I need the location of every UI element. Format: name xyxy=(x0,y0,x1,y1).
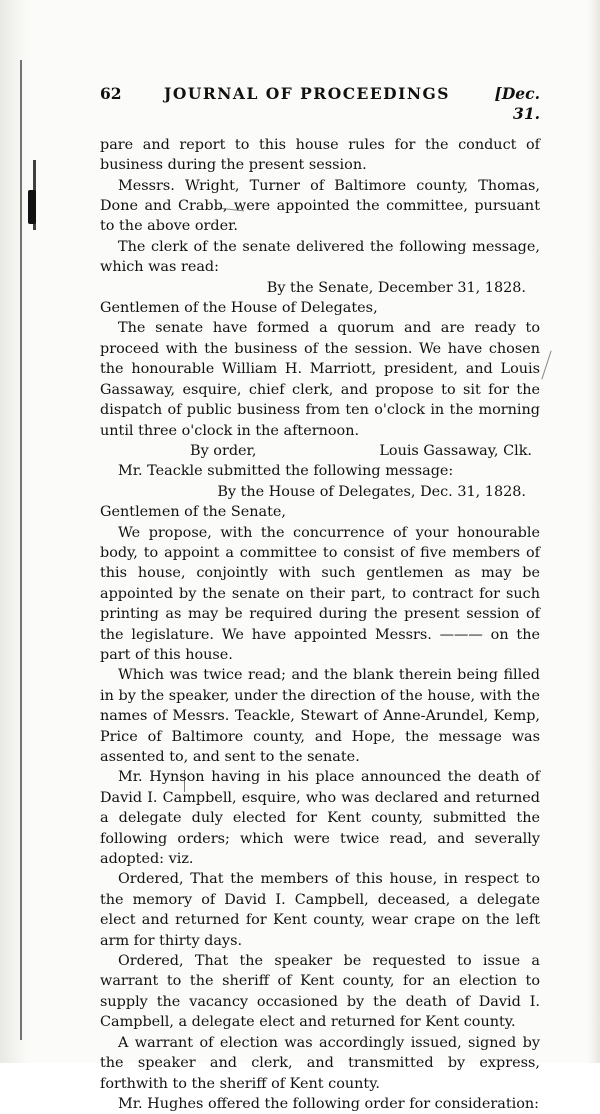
page-number: 62 xyxy=(100,84,122,103)
binding-ink-blot xyxy=(28,190,36,224)
journal-text xyxy=(100,84,540,1114)
message-dateline: By the House of Delegates, Dec. 31, 1828. xyxy=(217,483,526,500)
salutation: Gentlemen of the Senate, xyxy=(100,504,286,521)
paragraph: Mr. Hynson having in his place announced the death of David I. Campbell, esquire, who was declared and returned a delegate duly elected for Kent county, submitted the following orders; which were twice read, and severally adopted: viz. xyxy=(100,769,540,868)
paragraph: Mr. Hughes offered the following order for consideration: xyxy=(118,1095,540,1112)
paragraph: Ordered, That the speaker be requested to issue a warrant to the sheriff of Kent county, for an election to supply the vacancy occasioned by the death of David I. Campbell, a delegate elect and returned for Kent county. xyxy=(100,953,540,1031)
paragraph: A warrant of election was accordingly issued, signed by the speaker and clerk, and transmitted by express, forthwith to the sheriff of Kent county. xyxy=(100,1034,540,1092)
paragraph: Which was twice read; and the blank therein being filled in by the speaker, under the direction of the house, with the names of Messrs. Teackle, Stewart of Anne-Arundel, Kemp, Price of Baltimore county, and Hope, the message was assented to, and sent to the senate. xyxy=(100,667,540,765)
binding-edge-line xyxy=(20,60,22,1040)
paragraph: Ordered, That the members of this house, in respect to the memory of David I. Campbell, deceased, a delegate elect and returned for Kent county, wear crape on the left arm for thirty days. xyxy=(100,871,540,949)
salutation: Gentlemen of the House of Delegates, xyxy=(100,300,378,317)
running-head: JOURNAL OF PROCEEDINGS xyxy=(164,84,450,103)
signature-line xyxy=(100,441,540,461)
paragraph: The clerk of the senate delivered the following message, which was read: xyxy=(100,238,540,276)
header-date: [Dec. 31. xyxy=(494,84,540,124)
paragraph: We propose, with the concurrence of your honourable body, to appoint a committee to consist of five members of this house, conjointly with such gentlemen as may be appointed by the senate on their part, to contract for such printing as may be required during the present session of the legislature. We have appointed Messrs. ——— on the part of this house. xyxy=(100,524,540,663)
message-dateline: By the Senate, December 31, 1828. xyxy=(266,279,526,296)
margin-mark xyxy=(541,351,551,380)
paragraph: Messrs. Wright, Turner of Baltimore county, Thomas, Done and Crabb, were appointed the committee, pursuant to the above order. xyxy=(100,177,540,235)
paragraph: The senate have formed a quorum and are ready to proceed with the business of the session. We have chosen the honourable William H. Marriott, president, and Louis Gassaway, esquire, chief clerk, and propose to sit for the dispatch of public business from ten o'clock in the morning until three o'clock in the afternoon. xyxy=(100,320,540,439)
paragraph: Mr. Teackle submitted the following message: xyxy=(118,463,454,480)
paragraph: pare and report to this house rules for the conduct of business during the present session. xyxy=(100,136,540,174)
page-binding-shadow xyxy=(0,0,30,1063)
page-header xyxy=(100,84,540,125)
signature-by-order: By order, xyxy=(190,442,257,459)
page-edge-shadow xyxy=(588,0,600,1063)
signature-clerk: Louis Gassaway, Clk. xyxy=(379,442,532,459)
